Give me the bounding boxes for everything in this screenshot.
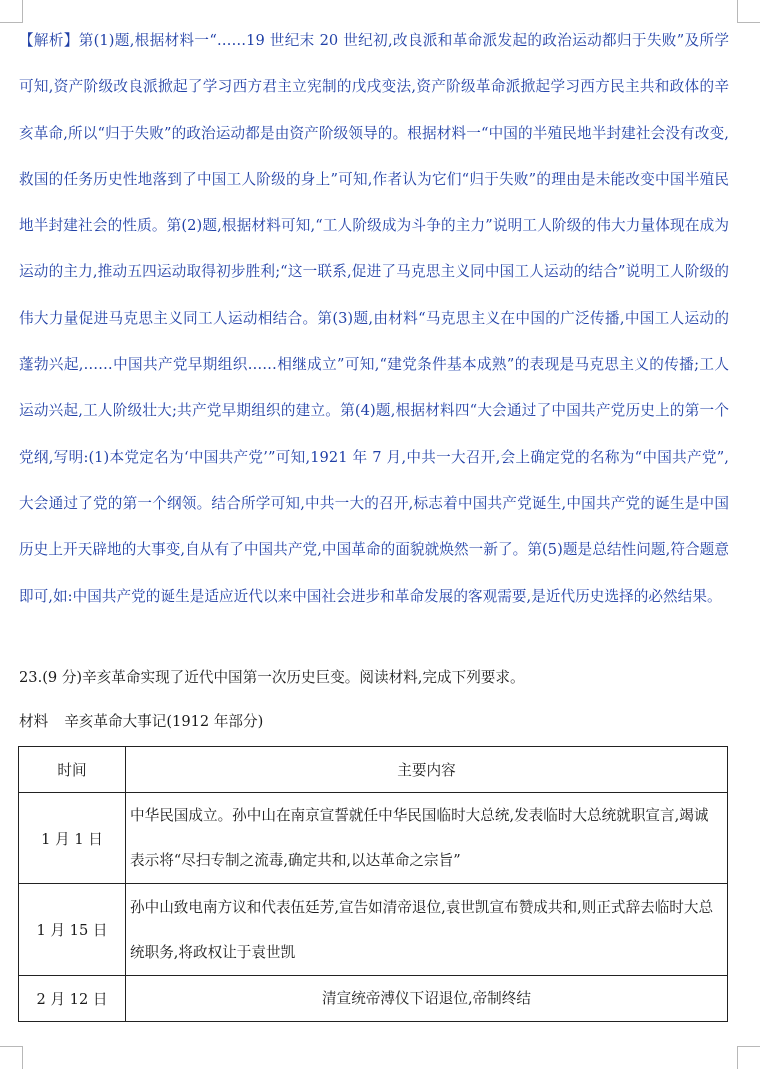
table-row	[19, 793, 728, 884]
row-content: 中华民国成立。孙中山在南京宣誓就任中华民国临时大总统,发表临时大总统就职宣言,竭诚表示将“尽扫专制之流毒,确定共和,以达革命之宗旨”	[126, 793, 728, 884]
table-row	[19, 884, 728, 976]
row-content: 孙中山致电南方议和代表伍廷芳,宣告如清帝退位,袁世凯宣布赞成共和,则正式辞去临时大总统职务,将政权让于袁世凯	[126, 884, 728, 976]
page-corner-mark-bottom-left	[0, 1046, 23, 1069]
analysis-tag: 【解析】	[19, 32, 79, 49]
analysis-text: 第(1)题,根据材料一“……19 世纪末 20 世纪初,改良派和革命派发起的政治运动都归于失败”及所学可知,资产阶级改良派掀起了学习西方君主立宪制的戊戌变法,资产阶级革命派掀起学习西方民主共和政体的辛亥革命,所以“归于失败”的政治运动都是由资产阶级领导的。根据材料一“中国的半殖民地半封建社会没有改变,救国的任务历史性地落到了中国工人阶级的身上”可知,作者认为它们“归于失败”的理由是未能改变中国半殖民地半封建社会的性质。第(2)题,根据材料可知,“工人阶级成为斗争的主力”说明工人阶级的伟大力量体现在成为运动的主力,推动五四运动取得初步胜利;“这一联系,促进了马克思主义同中国工人运动的结合”说明工人阶级的伟大力量促进马克思主义同工人运动相结合。第(3)题,由材料“马克思主义在中国的广泛传播,中国工人运动的蓬勃兴起,……中国共产党早期组织……相继成立”可知,“建党条件基本成熟”的表现是马克思主义的传播;工人运动兴起,工人阶级壮大;共产党早期组织的建立。第(4)题,根据材料四“大会通过了中国共产党历史上的第一个党纲,写明:(1)本党定名为‘中国共产党’”可知,1921 年 7 月,中共一大召开,会上确定党的名称为“中国共产党”,大会通过了党的第一个纲领。结合所学可知,中共一大的召开,标志着中国共产党诞生,中国共产党的诞生是中国历史上开天辟地的大事变,自从有了中国共产党,中国革命的面貌就焕然一新了。第(5)题是总结性问题,符合题意即可,如:中国共产党的诞生是适应近代以来中国社会进步和革命发展的客观需要,是近代历史选择的必然结果。	[19, 32, 729, 605]
material-label: 材料	[19, 713, 49, 730]
material-title: 辛亥革命大事记(1912 年部分)	[64, 713, 264, 730]
header-time: 时间	[19, 747, 126, 793]
row-content: 清宣统帝溥仪下诏退位,帝制终结	[126, 976, 728, 1022]
table-header-row	[19, 747, 728, 793]
page-corner-mark-top-right	[737, 0, 760, 23]
row-date: 1 月 1 日	[19, 793, 126, 884]
table-row	[19, 976, 728, 1022]
material-caption	[19, 709, 731, 735]
row-date: 2 月 12 日	[19, 976, 126, 1022]
analysis-paragraph	[19, 18, 729, 620]
question-stem: 23.(9 分)辛亥革命实现了近代中国第一次历史巨变。阅读材料,完成下列要求。	[19, 669, 525, 686]
row-date: 1 月 15 日	[19, 884, 126, 976]
events-table	[18, 746, 728, 1022]
page-corner-mark-bottom-right	[737, 1046, 760, 1069]
header-content: 主要内容	[126, 747, 728, 793]
